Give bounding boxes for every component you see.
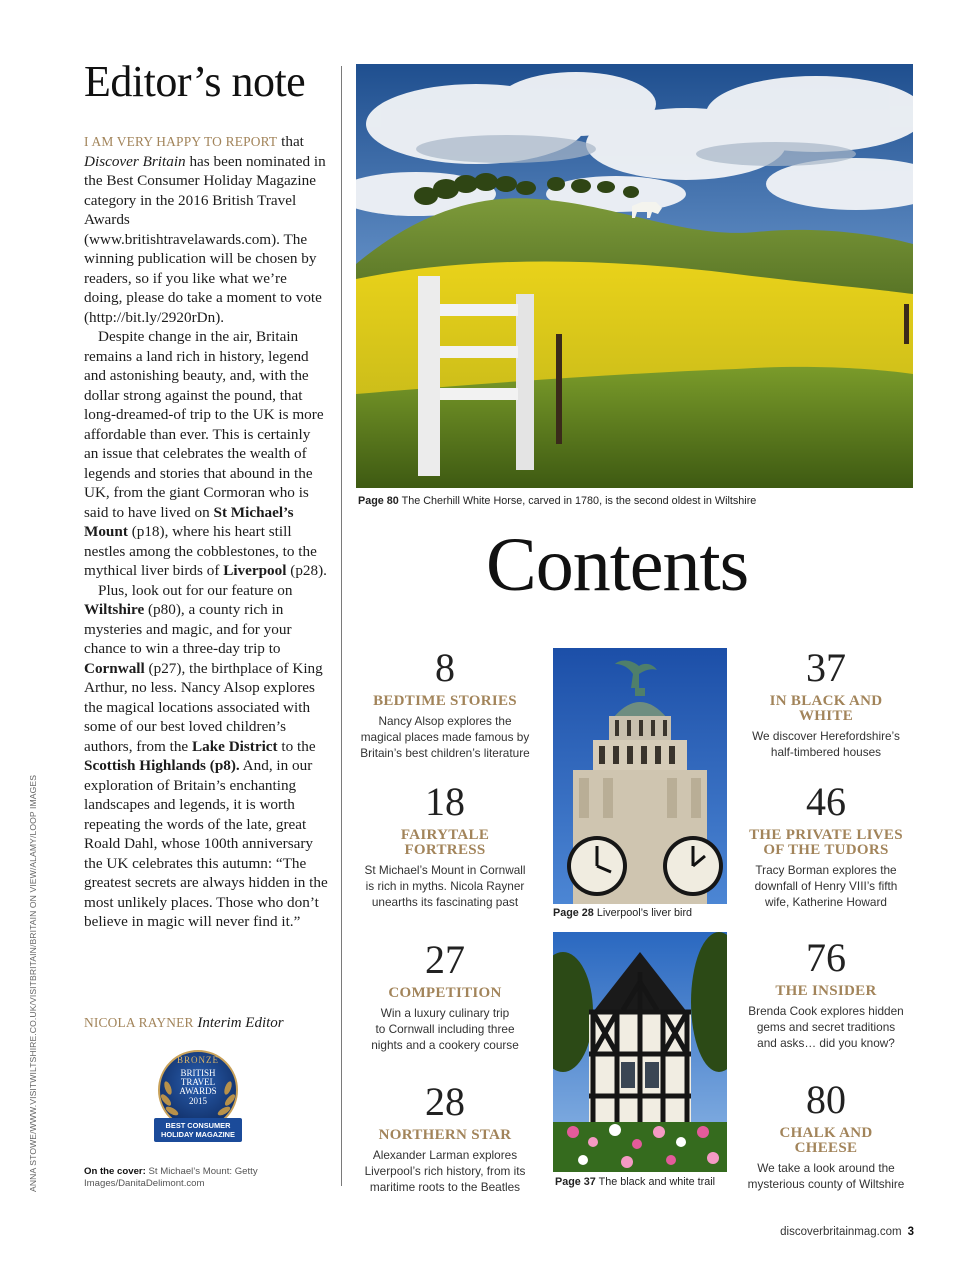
liver-building-photo	[553, 648, 727, 904]
badge-line: HOLIDAY MAGAZINE	[161, 1130, 235, 1139]
tudor-caption	[555, 1176, 715, 1188]
magazine-name: Discover Britain	[84, 152, 186, 170]
heading-line: WHITE	[798, 708, 853, 724]
caption-text: The black and white trail	[595, 1176, 716, 1188]
caption-page: Page 28	[553, 907, 594, 919]
desc-line: maritime roots to the Beatles	[369, 1180, 521, 1194]
desc-line: We take a look around the	[757, 1161, 895, 1175]
heading-line: CHEESE	[794, 1140, 858, 1156]
item-heading	[731, 984, 921, 999]
editors-note-paragraph-2	[84, 327, 328, 581]
contents-item	[350, 938, 540, 1053]
badge-year: 2015	[189, 1096, 207, 1106]
desc-line: nights and a cookery course	[371, 1038, 519, 1052]
badge-line: BRITISH	[180, 1068, 216, 1078]
page-number: 3	[907, 1226, 914, 1238]
contents-item	[350, 1080, 540, 1195]
bold-place: Liverpool	[223, 562, 287, 579]
lead-caps: I AM VERY HAPPY TO REPORT	[84, 134, 278, 149]
item-description	[350, 1147, 540, 1195]
text-run: that	[277, 133, 304, 150]
clock-face-icon	[663, 836, 723, 896]
desc-line: half-timbered houses	[770, 745, 882, 759]
item-heading	[350, 1128, 540, 1143]
item-page-number: 76	[806, 935, 846, 980]
heading-line: COMPETITION	[388, 985, 502, 1001]
badge-line: TRAVEL	[180, 1077, 216, 1087]
item-description	[350, 862, 540, 910]
item-page-number: 37	[806, 645, 846, 690]
column-divider	[341, 66, 342, 1186]
heading-line: BEDTIME STORIES	[373, 693, 517, 709]
liver-building-image	[553, 648, 727, 904]
item-heading	[731, 1126, 921, 1156]
award-badge	[148, 1048, 248, 1144]
bold-place: St Michael’s Mount	[84, 503, 294, 540]
text-run: to the	[277, 737, 316, 755]
photo-credit: ANNA STOWE/WWW.VISITWILTSHIRE.CO.UK/VISITBRITAIN/BRITAIN ON VIEW/ALAMY/LOOP IMAGES	[28, 774, 38, 1192]
desc-line: St Michael’s Mount in Cornwall	[364, 863, 526, 877]
editor-signature	[84, 1015, 284, 1032]
text-run: (p27), the birthplace of King Arthur, no less. Nancy Alsop explores the magical locations associated with some of our best loved children’s authors, from the	[84, 659, 323, 755]
desc-line: gems and secret traditions	[756, 1020, 896, 1034]
caption-text: Liverpool’s liver bird	[593, 907, 693, 919]
caption-page: Page 80	[358, 495, 399, 507]
cover-note-label: On the cover:	[84, 1166, 146, 1177]
item-page-number: 27	[425, 937, 465, 982]
text-run: (p28).	[286, 562, 327, 579]
caption-page: Page 37	[555, 1176, 596, 1188]
heading-line: FAIRYTALE	[400, 827, 490, 843]
heading-line: NORTHERN STAR	[378, 1127, 512, 1143]
bold-place: Cornwall	[84, 659, 145, 677]
bold-place: Lake District	[191, 737, 278, 755]
item-heading	[731, 694, 921, 724]
text-run: And, in our exploration of Britain’s enchanting landscapes and legends, it is worth repeating the words of the late, great Roald Dahl, whose 100th anniversary the UK celebrates this autumn: “The greatest secrets are always hidden in the most unlikely places. Those who don’t believe in magic will never find it.”	[84, 757, 328, 930]
item-page-number: 80	[806, 1077, 846, 1122]
desc-line: to Cornwall including three	[375, 1022, 515, 1036]
heading-line: IN BLACK AND	[769, 693, 883, 709]
desc-line: magical places made famous by	[360, 730, 530, 744]
editors-note-body	[84, 132, 328, 932]
hero-caption	[358, 495, 756, 507]
page-footer	[780, 1226, 914, 1238]
item-description	[731, 1003, 921, 1051]
editors-note-title: Editor’s note	[84, 57, 306, 106]
footer-site: discoverbritainmag.com	[780, 1226, 902, 1238]
landscape-image	[356, 64, 913, 488]
item-page-number: 8	[435, 645, 455, 690]
heading-line: FORTRESS	[404, 842, 486, 858]
item-description	[731, 728, 921, 760]
heading-line: THE PRIVATE LIVES	[749, 827, 903, 843]
text-run: has been nominated in the Best Consumer Holiday Magazine category in the 2016 British Travel Awards (www.britishtravelawards.com). The winning publication will be chosen by readers, so if you like what we’re doing, please do take a moment to vote (http://bit.ly/2920rDn).	[84, 152, 326, 326]
item-heading	[350, 986, 540, 1001]
badge-line: BEST CONSUMER	[165, 1121, 231, 1130]
item-heading	[350, 694, 540, 709]
bold-place: Wiltshire	[84, 601, 145, 618]
heading-line: THE INSIDER	[775, 983, 877, 999]
item-page-number: 18	[425, 779, 465, 824]
contents-item	[731, 780, 921, 910]
editors-note-paragraph-3	[84, 581, 328, 932]
desc-line: downfall of Henry VIII’s fifth	[754, 879, 898, 893]
contents-item	[731, 936, 921, 1051]
contents-item	[731, 1078, 921, 1192]
item-page-number: 46	[806, 779, 846, 824]
text-run: Despite change in the air, Britain remains a land rich in history, legend and astonishing beauty, and, with the dollar strong against the pound, that long-dreamed-of trip to the UK is more affordable than ever. This is certainly an issue that celebrates the wealth of legends and stories that abound in the UK, from the giant Cormoran who is said to have lived on	[84, 328, 324, 521]
item-heading	[350, 828, 540, 858]
caption-text: The Cherhill White Horse, carved in 1780, is the second oldest in Wiltshire	[398, 495, 757, 507]
item-description	[731, 1160, 921, 1192]
desc-line: Liverpool’s rich history, from its	[364, 1164, 526, 1178]
heading-line: OF THE TUDORS	[763, 842, 889, 858]
desc-line: wife, Katherine Howard	[765, 895, 887, 909]
desc-line: Britain’s best children’s literature	[360, 746, 530, 760]
contents-item	[731, 646, 921, 760]
badge-bronze: BRONZE	[177, 1055, 219, 1065]
editor-role: Interim Editor	[197, 1015, 284, 1031]
desc-line: unearths its fascinating past	[371, 895, 519, 909]
item-heading	[731, 828, 921, 858]
desc-line: and asks… did you know?	[757, 1036, 895, 1050]
text-run: Plus, look out for our feature on	[98, 581, 293, 599]
tudor-house-image	[553, 932, 727, 1172]
bold-place: Scottish Highlands (p8).	[84, 757, 240, 774]
contents-title: Contents	[486, 523, 749, 607]
tudor-house-photo	[553, 932, 727, 1172]
desc-line: Tracy Borman explores the	[755, 863, 897, 877]
editor-name: NICOLA RAYNER	[84, 1015, 194, 1030]
heading-line: CHALK AND	[779, 1125, 873, 1141]
desc-line: mysterious county of Wiltshire	[747, 1177, 905, 1191]
liver-caption	[553, 907, 692, 919]
desc-line: Alexander Larman explores	[372, 1148, 518, 1162]
desc-line: Win a luxury culinary trip	[380, 1006, 510, 1020]
hero-photo	[356, 64, 913, 488]
item-description	[350, 713, 540, 761]
contents-item	[350, 646, 540, 761]
text-run: (p18), where his heart still nestles among the cobblestones, to the mythical liver birds of	[84, 523, 317, 579]
desc-line: We discover Herefordshire’s	[752, 729, 900, 743]
cover-note-text: St Michael’s Mount: Getty Images/DanitaDelimont.com	[84, 1166, 258, 1189]
desc-line: Brenda Cook explores hidden	[748, 1004, 904, 1018]
contents-item	[350, 780, 540, 910]
item-description	[731, 862, 921, 910]
desc-line: is rich in myths. Nicola Rayner	[365, 879, 525, 893]
badge-line: AWARDS	[179, 1086, 217, 1096]
editors-note-paragraph-1	[84, 132, 328, 327]
text-run: (p80), a county rich in mysteries and magic, and for your chance to win a three-day trip to	[84, 601, 292, 657]
item-description	[350, 1005, 540, 1053]
item-page-number: 28	[425, 1079, 465, 1124]
cover-note	[84, 1166, 284, 1190]
clock-face-icon	[567, 836, 627, 896]
desc-line: Nancy Alsop explores the	[378, 714, 512, 728]
